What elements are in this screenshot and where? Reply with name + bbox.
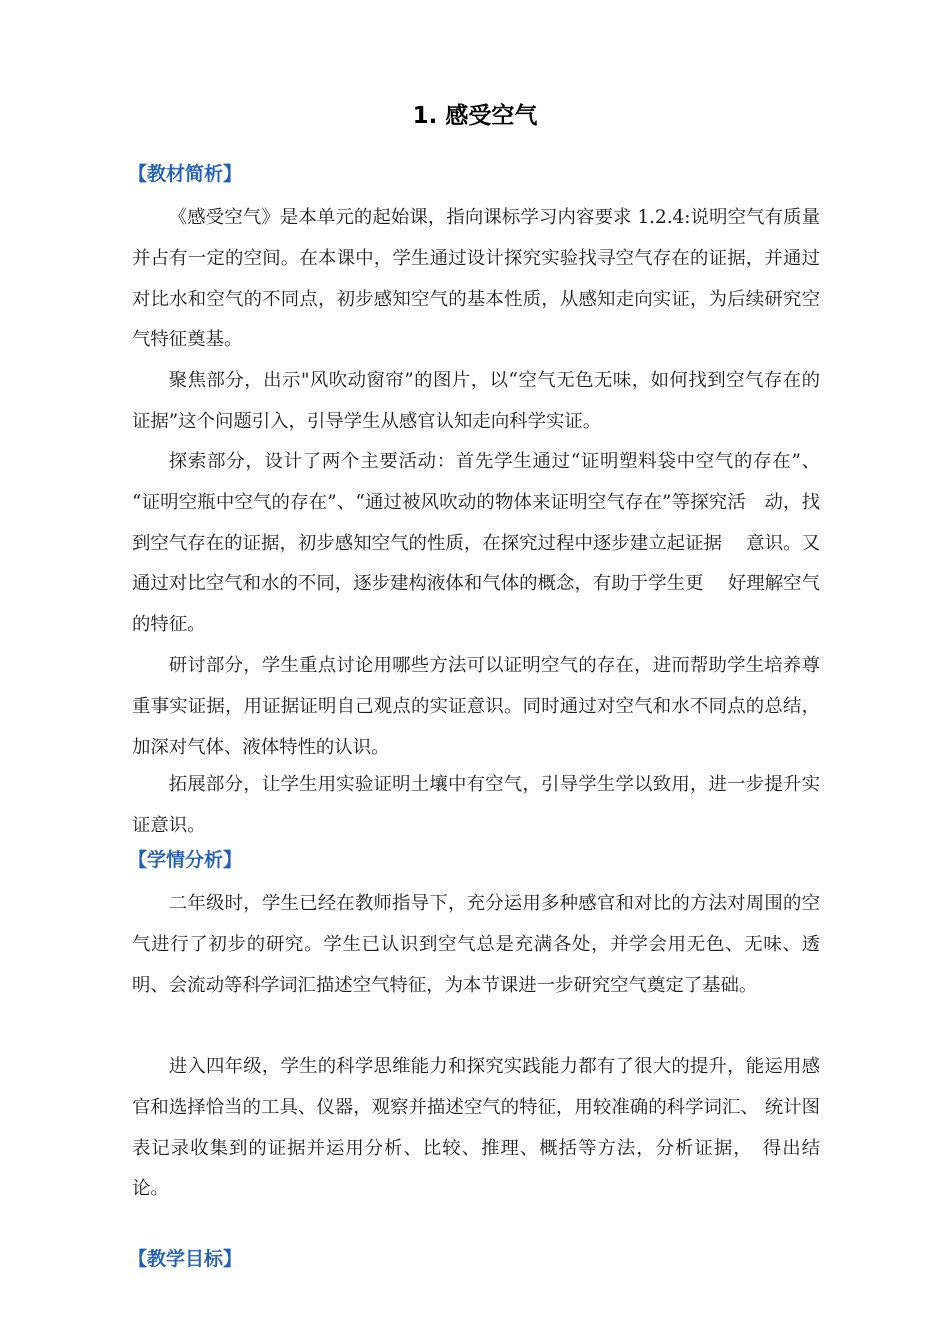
document-title: 1. 感受空气 xyxy=(412,103,538,129)
paragraph: 进入四年级，学生的科学思维能力和探究实践能力都有了很大的提升，能运用感官和选择恰当的工具、仪器，观察并描述空气的特征，用较准确的科学词汇、 统计图表记录收集到的证据并运用分析、比较、推理、概括等方法，分析证据， 得出结论。 xyxy=(132,1056,820,1200)
paragraph: 聚焦部分，出示"风吹动窗帘”的图片，以“空气无色无味，如何找到空气存在的证据”这个问题引入，引导学生从感官认知走向科学实证。 xyxy=(132,370,820,432)
paragraph: 拓展部分，让学生用实验证明土壤中有空气，引导学生学以致用，进一步提升实证意识。 xyxy=(132,774,820,836)
paragraph: 探索部分，设计了两个主要活动：首先学生通过“证明塑料袋中空气的存在”、 “证明空瓶中空气的存在”、“通过被风吹动的物体来证明空气存在”等探究活 动，找到空气存在的证据，初步感知空气的性质，在探究过程中逐步建立起证据 意识。又通过对比空气和水的不同，逐步建构液体和气体的概念，有助于学生更 好理解空气的特征。 xyxy=(132,451,820,636)
paragraph: 研讨部分，学生重点讨论用哪些方法可以证明空气的存在，进而帮助学生培养尊重事实证据，用证据证明自己观点的实证意识。同时通过对空气和水不同点的总结，加深对气体、液体特性的认识。 xyxy=(132,655,820,758)
section-heading-learner-analysis: 【学情分析】 xyxy=(128,849,243,871)
paragraph: 二年级时，学生已经在教师指导下，充分运用多种感官和对比的方法对周围的空气进行了初步的研究。学生已认识到空气总是充满各处，并学会用无色、无味、透明、会流动等科学词汇描述空气特征，为本节课进一步研究空气奠定了基础。 xyxy=(132,893,820,996)
section-heading-teaching-objectives: 【教学目标】 xyxy=(128,1248,243,1270)
section-heading-textbook-analysis: 【教材简析】 xyxy=(128,163,243,185)
paragraph: 《感受空气》是本单元的起始课，指向课标学习内容要求 1.2.4:说明空气有质量并占有一定的空间。在本课中，学生通过设计探究实验找寻空气存在的证据，并通过对比水和空气的不同点，初步感知空气的基本性质，从感知走向实证，为后续研究空气特征奠基。 xyxy=(132,207,820,351)
